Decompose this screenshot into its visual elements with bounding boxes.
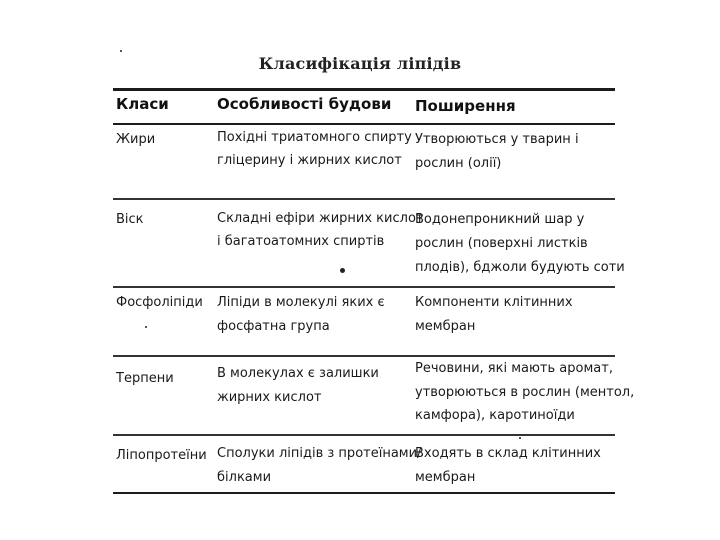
- row-structure-line: і багатоатомних спиртів: [217, 234, 385, 249]
- header-distribution: Поширення: [415, 97, 516, 115]
- row-divider: [113, 198, 615, 200]
- page-title: Класифікація ліпідів: [258, 54, 462, 73]
- row-distribution-line: Компоненти клітинних: [415, 295, 573, 310]
- row-class: Фосфоліпіди: [116, 295, 203, 310]
- row-divider: [113, 286, 615, 288]
- row-class: Ліпопротеїни: [116, 448, 207, 463]
- row-distribution-line: мембран: [415, 470, 476, 485]
- table-top-rule: [113, 88, 615, 91]
- row-class: Жири: [116, 132, 156, 147]
- row-class: Терпени: [116, 371, 174, 386]
- row-structure-line: Складні ефіри жирних кислот: [217, 211, 424, 226]
- row-divider: [113, 434, 615, 436]
- header-bottom-rule: [113, 123, 615, 125]
- row-distribution-line: рослин (поверхні листків: [415, 236, 588, 251]
- row-structure-line: білками: [217, 470, 272, 485]
- scan-speck: [145, 326, 147, 328]
- row-distribution-line: мембран: [415, 319, 476, 334]
- row-structure-line: Ліпіди в молекулі яких є: [217, 295, 385, 310]
- scan-speck: [519, 437, 521, 439]
- row-distribution-line: утворюються в рослин (ментол,: [415, 385, 635, 400]
- row-distribution-line: Входять в склад клітинних: [415, 446, 601, 461]
- row-class: Віск: [116, 212, 144, 227]
- row-structure-line: гліцерину і жирних кислот: [217, 153, 402, 168]
- scan-speck: [340, 268, 345, 273]
- row-distribution-line: Утворюються у тварин і: [415, 132, 579, 147]
- header-structure: Особливості будови: [217, 95, 392, 113]
- row-structure-line: В молекулах є залишки: [217, 366, 379, 381]
- header-classes: Класи: [116, 95, 169, 113]
- row-distribution-line: рослин (олії): [415, 156, 502, 171]
- row-structure-line: жирних кислот: [217, 390, 322, 405]
- scan-speck: [120, 50, 122, 52]
- row-structure-line: фосфатна група: [217, 319, 330, 334]
- row-distribution-line: Речовини, які мають аромат,: [415, 361, 613, 376]
- row-distribution-line: плодів), бджоли будують соти: [415, 260, 625, 275]
- row-distribution-line: Водонепроникний шар у: [415, 212, 585, 227]
- row-structure-line: Похідні триатомного спирту: [217, 130, 412, 145]
- row-structure-line: Сполуки ліпідів з протеїнами/: [217, 446, 422, 461]
- row-distribution-line: камфора), каротиноїди: [415, 408, 575, 423]
- table-bottom-rule: [113, 492, 615, 494]
